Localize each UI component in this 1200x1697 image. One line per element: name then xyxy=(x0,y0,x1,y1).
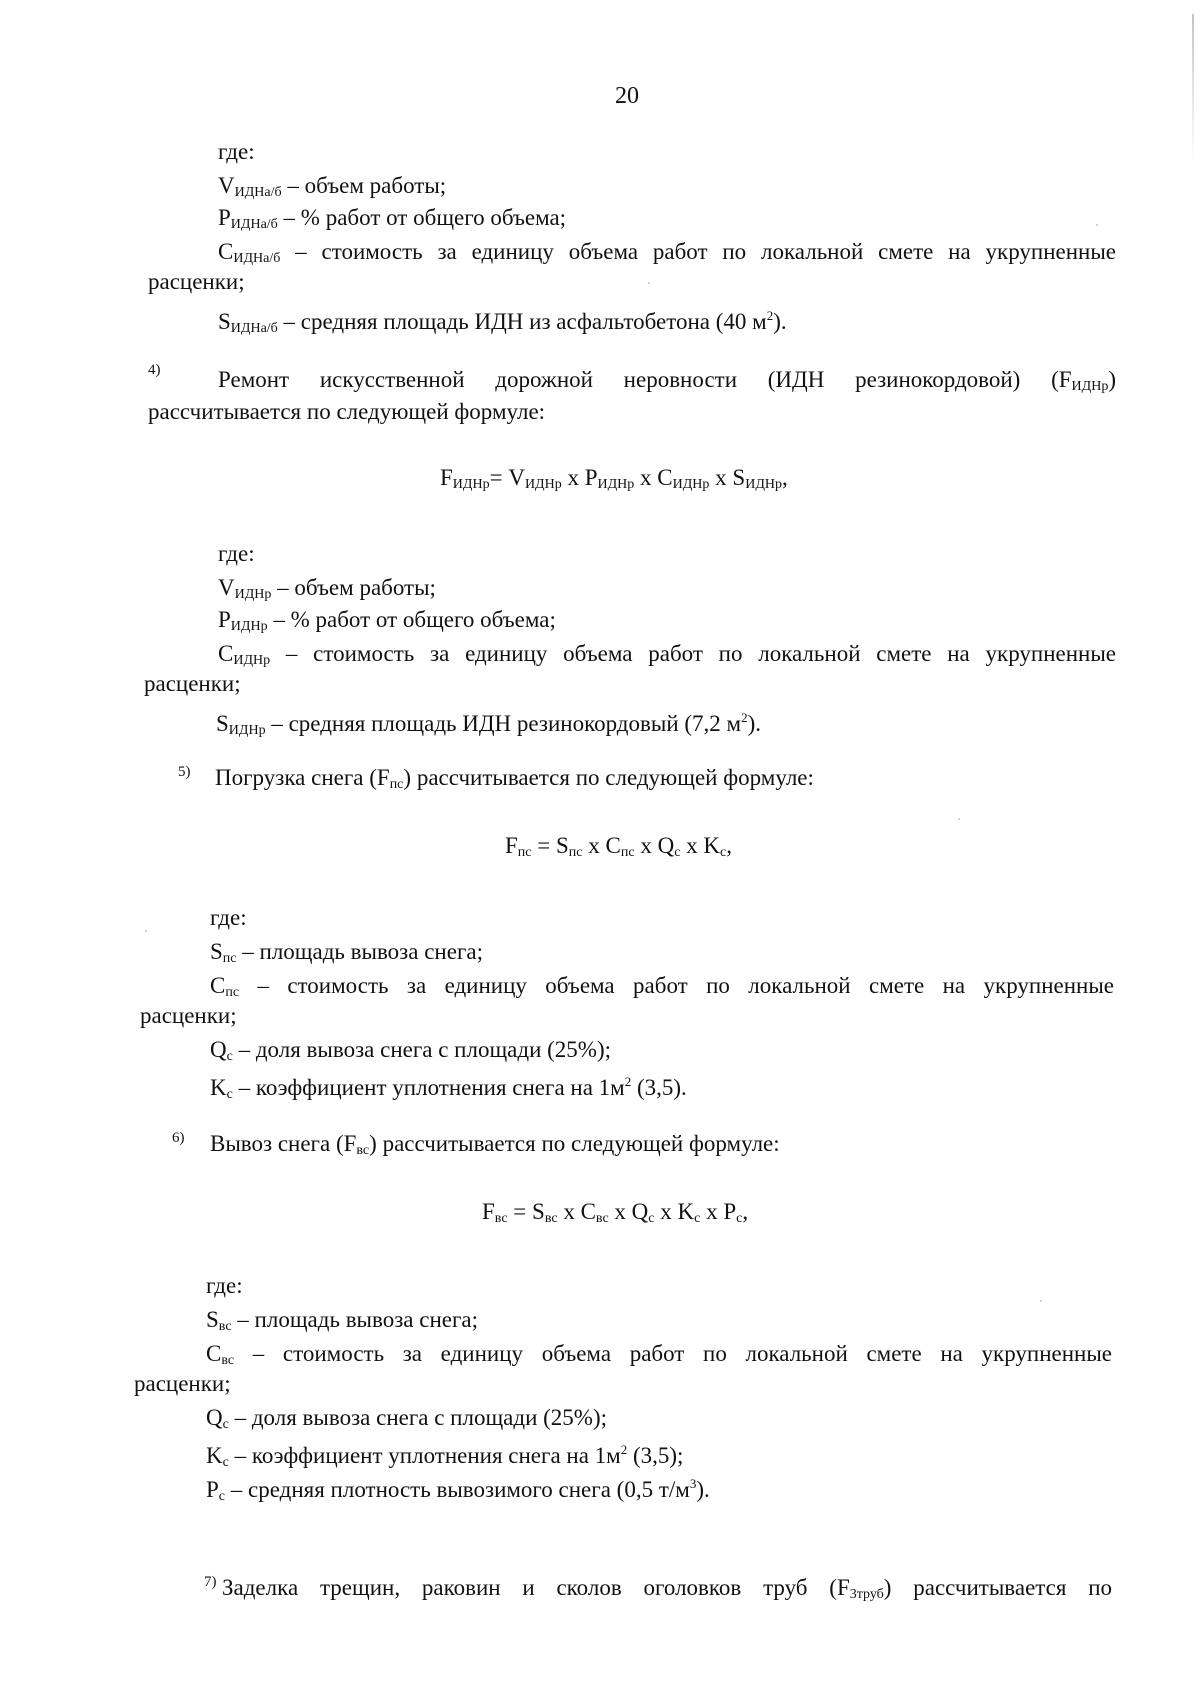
item-7-number: 7) xyxy=(204,1574,217,1590)
scan-edge-mark xyxy=(1192,14,1194,164)
item-5-heading: Погрузка снега $(F_{пс})$ рассчитывается по следующей формуле: xyxy=(215,765,814,792)
definition-v-idn-r: $V_{ИДНр}$ – объем работы; xyxy=(218,575,436,602)
definition-c-idn-ab-continuation: расценки; xyxy=(148,269,245,294)
item-7-heading: Заделка трещин, раковин и сколов оголовков труб $(F_{3труб})$ рассчитывается по xyxy=(222,1575,1112,1602)
scan-speck xyxy=(1096,224,1098,226)
item-6-where-label: где: xyxy=(206,1273,243,1298)
where-label: где: xyxy=(218,139,255,164)
definition-c-vs-continuation: расценки; xyxy=(134,1371,231,1396)
item-6-heading: Вывоз снега $(F_{вс})$ рассчитывается по следующей формуле: xyxy=(210,1131,780,1158)
definition-k-vs: $K_с$ – коэффициент уплотнения снега на $1м^2$ (3,5); xyxy=(206,1442,684,1470)
item-4-number: 4) xyxy=(148,362,161,378)
definition-p-vs: $P_с$ – средняя плотность вывозимого снега (0,5 $т/м^3$). xyxy=(206,1476,710,1504)
definition-c-ps: $C_{пс}$ – стоимость за единицу объема работ по локальной смете на укрупненные xyxy=(210,973,1114,1000)
scan-speck xyxy=(648,282,650,284)
definition-c-ps-continuation: расценки; xyxy=(140,1003,237,1028)
definition-s-idn-ab: $S_{ИДНа/б}$ – средняя площадь ИДН из асфальтобетона (40 $м^2$). xyxy=(218,308,787,336)
definition-s-ps: $S_{пс}$ – площадь вывоза снега; xyxy=(210,939,483,966)
definition-c-idn-r-continuation: расценки; xyxy=(144,671,241,696)
item-4-formula: $F_{ИДНр}= V_{ИДНр}$ x $P_{ИДНр}$ x $C_{ИДНр}$ x $S_{ИДНр}$, xyxy=(440,465,788,492)
definition-c-vs: $C_{вс}$ – стоимость за единицу объема работ по локальной смете на укрупненные xyxy=(206,1341,1112,1368)
definition-q-vs: $Q_с$ – доля вывоза снега с площади (25%); xyxy=(206,1405,608,1432)
page-number: 20 xyxy=(615,83,639,109)
scan-speck xyxy=(1040,1300,1042,1302)
item-6-formula: $F_{вс} = S_{вс}$ x $C_{вс}$ x $Q_с$ x $K_с$ x $P_с$, xyxy=(482,1199,749,1226)
item-4-heading-continuation: рассчитывается по следующей формуле: xyxy=(148,399,546,424)
scan-speck xyxy=(958,818,960,820)
definition-p-idn-ab: $P_{ИДНа/б}$ – % работ от общего объема; xyxy=(218,205,567,232)
item-5-where-label: где: xyxy=(210,905,247,930)
definition-c-idn-ab: $C_{ИДНа/б}$ – стоимость за единицу объема работ по локальной смете на укрупненные xyxy=(218,239,1116,266)
item-4-where-label: где: xyxy=(218,541,255,566)
definition-k-ps: $K_с$ – коэффициент уплотнения снега на $1м^2$ (3,5). xyxy=(210,1074,687,1102)
definition-c-idn-r: $C_{ИДНр}$ – стоимость за единицу объема работ по локальной смете на укрупненные xyxy=(218,641,1116,668)
definition-s-idn-r: $S_{ИДНр}$ – средняя площадь ИДН резинокордовый (7,2 $м^2$). xyxy=(216,710,762,738)
definition-q-ps: $Q_с$ – доля вывоза снега с площади (25%); xyxy=(210,1037,612,1064)
item-6-number: 6) xyxy=(172,1130,185,1146)
item-4-heading: Ремонт искусственной дорожной неровности (ИДН резинокордовой) $(F_{ИДНр})$ xyxy=(218,367,1116,394)
definition-p-idn-r: $P_{ИДНр}$ – % работ от общего объема; xyxy=(218,607,556,634)
definition-v-idn-ab: $V_{ИДНа/б}$ – объем работы; xyxy=(218,173,447,200)
definition-s-vs: $S_{вс}$ – площадь вывоза снега; xyxy=(206,1307,479,1334)
item-5-formula: $F_{пс} = S_{пс}$ x $C_{пс}$ x $Q_с$ x $K_с$, xyxy=(505,833,733,860)
item-5-number: 5) xyxy=(178,764,191,780)
scan-speck xyxy=(145,930,147,932)
